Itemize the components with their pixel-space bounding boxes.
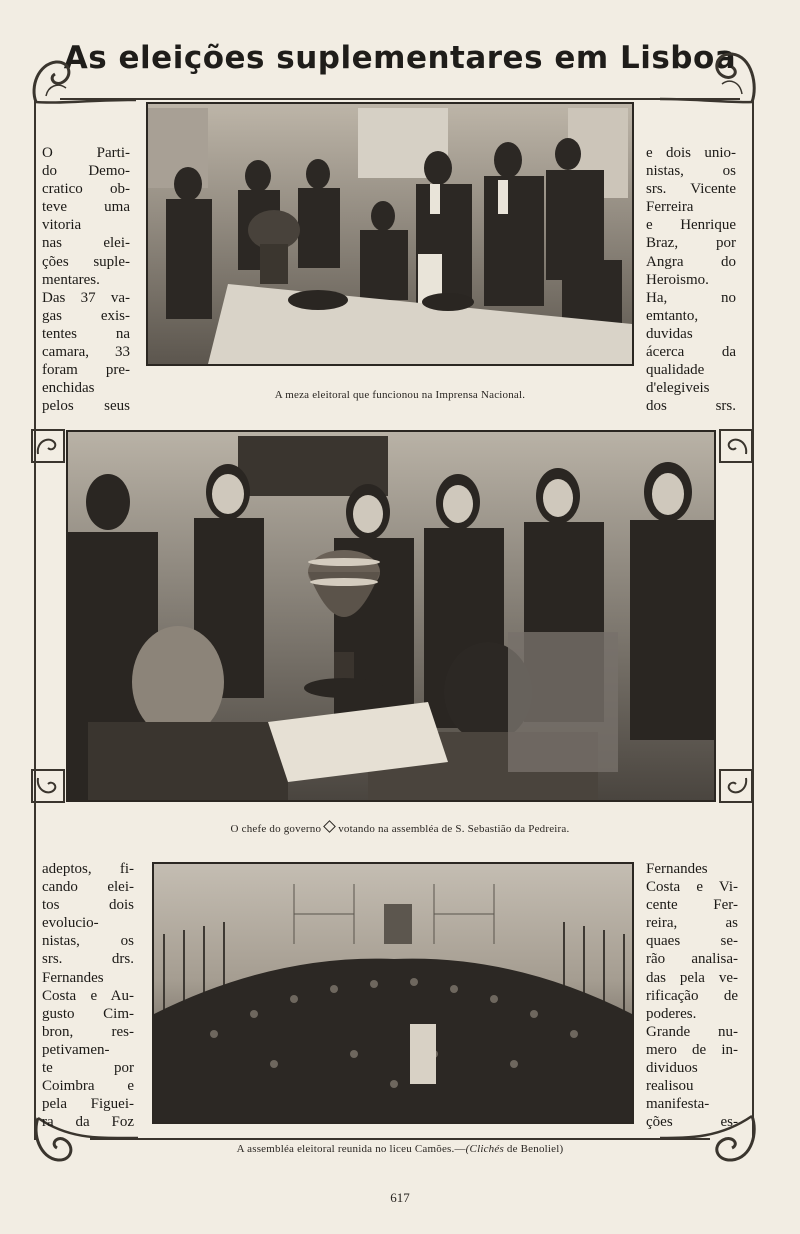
- text-line: das pela ve-: [646, 969, 738, 986]
- text-line: te por: [42, 1060, 134, 1077]
- text-line: Ha, no: [646, 289, 736, 306]
- article-title: As eleições suplementares em Lisboa: [63, 40, 737, 76]
- text-line: srs. Vicente: [646, 181, 736, 198]
- text-line: tentes na: [42, 325, 130, 342]
- text-column-upper-right: [646, 144, 736, 415]
- text-line: camara, 33: [42, 344, 130, 361]
- text-line: O Parti-: [42, 145, 130, 161]
- text-line: bron, res-: [42, 1023, 134, 1040]
- text-line: quaes se-: [646, 933, 738, 950]
- text-line: ra da Foz: [42, 1114, 134, 1131]
- caption-photo-2-end: votando na assembléa de S. Sebastião da Pedreira.: [338, 823, 570, 835]
- corner-ornament-top-right: [660, 46, 760, 112]
- caption-photo-2-start: O chefe do governo: [230, 823, 322, 835]
- text-line: Fernandes: [646, 861, 708, 877]
- photo-assembly-liceu-camoes: [152, 862, 634, 1124]
- text-line: Ferreira: [646, 199, 694, 216]
- side-ornament-right-lower: [718, 768, 754, 804]
- text-line: pela Figuei-: [42, 1096, 134, 1113]
- text-line: nas elei-: [42, 235, 130, 252]
- text-line: e Henrique: [646, 217, 736, 234]
- text-line: teve uma: [42, 199, 130, 216]
- text-line: rão analisa-: [646, 951, 738, 968]
- text-line: Costa e Vi-: [646, 879, 738, 896]
- text-column-lower-right: [646, 860, 738, 1131]
- frame-top-line: [60, 98, 740, 100]
- diamond-marker-icon: [323, 820, 336, 833]
- text-line: cando elei-: [42, 879, 134, 896]
- text-line: nistas, os: [42, 933, 134, 950]
- text-line: poderes.: [646, 1005, 697, 1022]
- text-line: Coimbra e: [42, 1078, 134, 1095]
- frame-bottom-line: [90, 1138, 710, 1140]
- text-line: e dois unio-: [646, 145, 736, 161]
- text-line: manifesta-: [646, 1096, 710, 1113]
- text-line: nistas, os: [646, 163, 736, 180]
- photo-electoral-table: [146, 102, 634, 366]
- frame-left-line: [34, 100, 36, 1140]
- text-line: Angra do: [646, 253, 736, 270]
- page-number: 617: [390, 1190, 410, 1205]
- text-line: Heroismo.: [646, 271, 709, 288]
- text-line: adeptos, fi-: [42, 861, 134, 877]
- text-line: gusto Cim-: [42, 1005, 134, 1022]
- text-line: cratico ob-: [42, 181, 130, 198]
- text-line: petivamen-: [42, 1041, 110, 1058]
- text-line: dos srs.: [646, 398, 736, 415]
- text-line: qualidade: [646, 362, 705, 379]
- text-line: emtanto,: [646, 307, 699, 324]
- caption-photo-3-credit-italic: (Clichés: [465, 1143, 504, 1155]
- text-line: Costa e Au-: [42, 987, 134, 1004]
- text-line: reira, as: [646, 915, 738, 932]
- text-line: cente Fer-: [646, 897, 738, 914]
- text-line: mentares.: [42, 271, 100, 288]
- text-line: enchidas: [42, 380, 95, 397]
- side-ornament-left-lower: [30, 768, 66, 804]
- text-line: srs. drs.: [42, 951, 134, 968]
- text-line: vitoria: [42, 217, 82, 234]
- text-line: ções es-: [646, 1114, 738, 1131]
- text-line: Braz, por: [646, 235, 736, 252]
- corner-ornament-top-left: [28, 52, 138, 112]
- text-column-lower-left: [42, 860, 134, 1131]
- frame-right-line: [752, 100, 754, 1140]
- text-column-upper-left: [42, 144, 130, 415]
- caption-photo-2: [0, 822, 800, 835]
- caption-photo-1: A meza eleitoral que funcionou na Imprensa Nacional.: [274, 389, 526, 401]
- text-line: tos dois: [42, 897, 134, 914]
- text-line: mero de in-: [646, 1041, 738, 1058]
- text-line: Fernandes: [42, 969, 104, 986]
- text-line: Grande nu-: [646, 1023, 738, 1040]
- side-ornament-left-upper: [30, 428, 66, 464]
- text-line: realisou: [646, 1078, 694, 1095]
- text-line: Das 37 va-: [42, 289, 130, 306]
- text-line: ácerca da: [646, 344, 736, 361]
- text-line: gas exis-: [42, 307, 130, 324]
- text-line: evolucio-: [42, 915, 99, 932]
- caption-photo-3-main: A assembléa eleitoral reunida no liceu Camões.—: [236, 1143, 466, 1155]
- text-line: d'elegiveis: [646, 380, 710, 397]
- text-line: duvidas: [646, 325, 693, 342]
- text-line: dividuos: [646, 1060, 698, 1077]
- text-line: ções suple-: [42, 253, 130, 270]
- text-line: rificação de: [646, 987, 738, 1004]
- photo-head-of-government-voting: [66, 430, 716, 802]
- text-line: pelos seus: [42, 398, 130, 415]
- text-line: foram pre-: [42, 362, 130, 379]
- caption-photo-3-credit: de Benoliel): [506, 1143, 564, 1155]
- caption-photo-3: [0, 1143, 800, 1155]
- side-ornament-right-upper: [718, 428, 754, 464]
- text-line: do Demo-: [42, 163, 130, 180]
